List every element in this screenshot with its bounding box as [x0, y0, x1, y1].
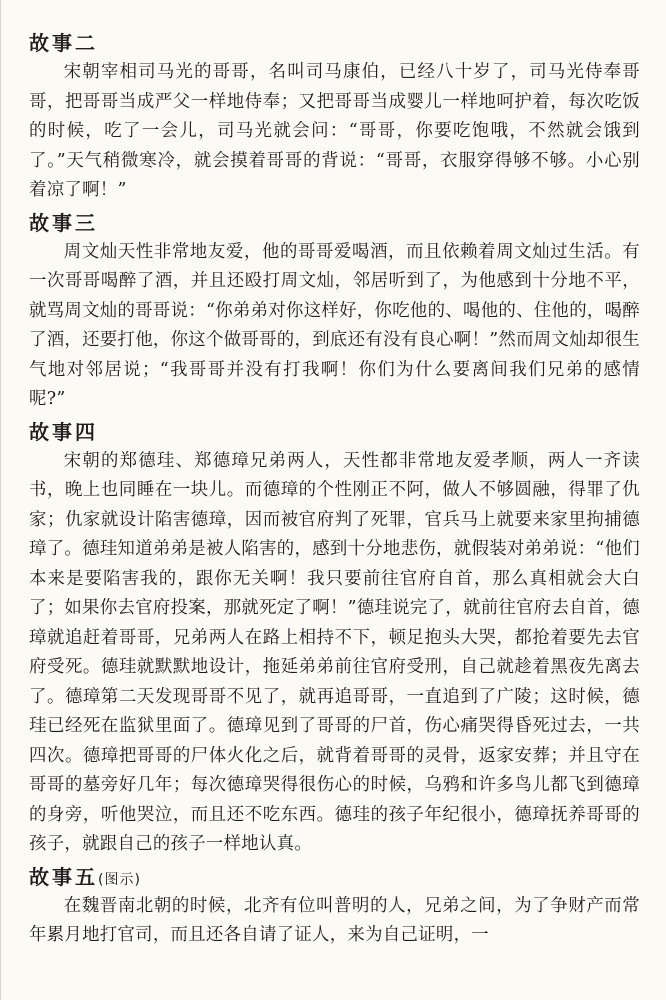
section-paragraph: 周文灿天性非常地友爱，他的哥哥爱喝酒，而且依赖着周文灿过生活。有一次哥哥喝醉了酒，并且还殴打周文灿，邻居听到了，为他感到十分地不平，就骂周文灿的哥哥说：“你弟弟对你这样好，你吃他的、喝他的、住他的，喝醉了酒，还要打他，你这个做哥哥的，到底还有没有良心啊！”然而周文灿却很生气地对邻居说；“我哥哥并没有打我啊！你们为什么要离间我们兄弟的感情呢?” [29, 241, 640, 409]
section-paragraph: 宋朝宰相司马光的哥哥，名叫司马康伯，已经八十岁了，司马光侍奉哥哥，把哥哥当成严父一样地侍奉；又把哥哥当成婴儿一样地呵护着，每次吃饭的时候，吃了一会儿，司马光就会问：“哥哥，你要吃饱哦，不然就会饿到了。”天气稍微寒冷，就会摸着哥哥的背说：“哥哥，衣服穿得够不够。小心别着凉了啊！” [29, 62, 640, 200]
story-section-5 [29, 862, 640, 951]
section-heading [29, 208, 640, 238]
section-paragraph: 在魏晋南北朝的时候，北齐有位叫普明的人，兄弟之间，为了争财产而常年累月地打官司，而且还各自请了证人，来为自己证明，一 [29, 895, 640, 945]
section-heading [29, 862, 640, 892]
heading-note: (图示) [98, 871, 141, 888]
story-section-4 [29, 417, 640, 860]
heading-text: 故事四 [29, 419, 98, 444]
heading-text: 故事五 [29, 864, 98, 889]
heading-text: 故事二 [29, 31, 98, 55]
story-section-2 [29, 28, 640, 206]
section-heading [29, 28, 640, 58]
heading-text: 故事三 [29, 210, 98, 235]
section-heading [29, 417, 640, 447]
story-section-3 [29, 208, 640, 415]
section-paragraph: 宋朝的郑德珪、郑德璋兄弟两人，天性都非常地友爱孝顺，两人一齐读书，晚上也同睡在一块儿。而德璋的个性刚正不阿，做人不够圆融，得罪了仇家；仇家就设计陷害德璋，因而被官府判了死罪，官兵马上就要来家里拘捕德璋了。德珪知道弟弟是被人陷害的，感到十分地悲伤，就假装对弟弟说：“他们本来是要陷害我的，跟你无关啊！我只要前往官府自首，那么真相就会大白了；如果你去官府投案，那就死定了啊！”德珪说完了，就前往官府去自首，德璋就追赶着哥哥，兄弟两人在路上相持不下，顿足抱头大哭，都抢着要先去官府受死。德珪就默默地设计，拖延弟弟前往官府受刑，自己就趁着黑夜先离去了。德璋第二天发现哥哥不见了，就再追哥哥，一直追到了广陵；这时候，德珪已经死在监狱里面了。德璋见到了哥哥的尸首，伤心痛哭得昏死过去，一共四次。德璋把哥哥的尸体火化之后，就背着哥哥的灵骨，返家安葬；并且守在哥哥的墓旁好几年；每次德璋哭得很伤心的时候，乌鸦和许多鸟儿都飞到德璋的身旁，听他哭泣，而且还不吃东西。德珪的孩子年纪很小，德璋抚养哥哥的孩子，就跟自己的孩子一样地认真。 [29, 450, 640, 854]
